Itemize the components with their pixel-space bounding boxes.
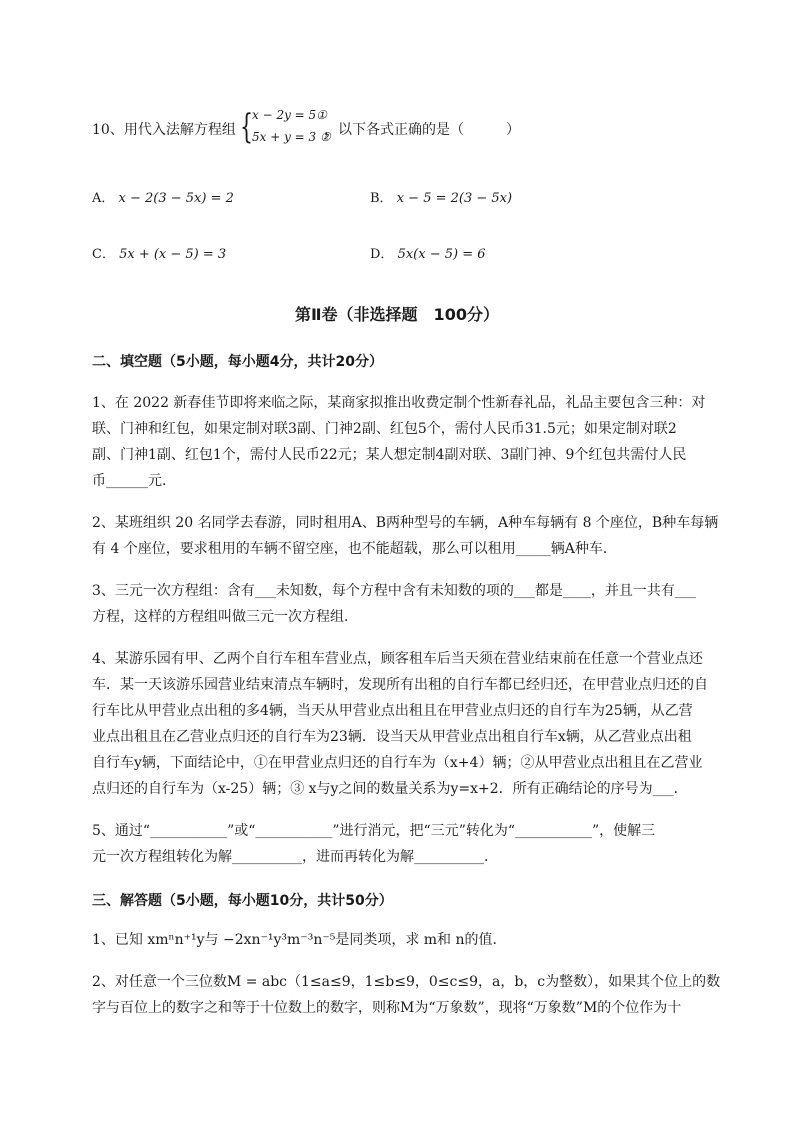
q10-option-c[interactable]: [92, 243, 226, 262]
solve-q2-line: 字与百位上的数字之和等于十位数上的数字，则称M为“万象数”，现将“万象数”M的个位作为十: [92, 1000, 682, 1016]
fill-q3-line: 方程，这样的方程组叫做三元一次方程组．: [92, 609, 358, 625]
q10-stem: 10、用代入法解方程组: [92, 122, 236, 138]
q10-option-a[interactable]: [92, 187, 234, 206]
fill-heading: 二、填空题（5小题，每小题4分，共计20分）: [92, 354, 383, 370]
option-expr: 5x + (x − 5) = 3: [119, 247, 227, 262]
solve-q2: [92, 969, 742, 1021]
q10-option-b[interactable]: [370, 187, 512, 206]
q10-eq2: 5x + y = 3 ②: [252, 130, 331, 144]
fill-q4-line: 自行车y辆，下面结论中，①在甲营业点归还的自行车为（x+4）辆；②从甲营业点出租且在乙营业: [92, 755, 703, 771]
fill-q5: [92, 818, 742, 870]
brace-icon: {: [240, 107, 253, 147]
fill-q1-line: 副、门神1副、红包1个，需付人民币22元；某人想定制4副对联、3副门神、9个红包共需付人民: [92, 447, 687, 463]
option-label: D．: [370, 247, 394, 262]
fill-q4-line: 点归还的自行车为（x-25）辆；③ x与y之间的数量关系为y=x+2．所有正确结论的序号为___．: [92, 781, 688, 797]
fill-q4: [92, 646, 742, 802]
option-label: A．: [92, 191, 115, 206]
fill-q5-line: 元一次方程组转化为解__________，进而再转化为解__________．: [92, 849, 498, 865]
part2-title: 第Ⅱ卷（非选择题 100分）: [295, 305, 499, 324]
q10-option-d[interactable]: [370, 243, 486, 262]
fill-q4-line: 业点出租且在乙营业点归还的自行车为23辆．设当天从甲营业点出租自行车x辆，从乙营业点出租: [92, 729, 692, 745]
q10-tail: ，以下各式正确的是（ ）: [324, 122, 520, 138]
fill-q2-line: 2、某班组织 20 名同学去春游，同时租用A、B两种型号的车辆，A种车每辆有 8 个座位，B种车每辆: [92, 515, 719, 531]
option-label: C．: [92, 247, 115, 262]
fill-q2: [92, 510, 742, 562]
fill-q5-line: 5、通过“___________”或“___________”进行消元，把“三元”转化为“___________”，使解三: [92, 823, 656, 839]
solve-q1-line: 1、已知 xmⁿn⁺¹y与 −2xn⁻¹y³m⁻³n⁻⁵是同类项，求 m和 n的值．: [92, 932, 507, 948]
fill-q3-line: 3、三元一次方程组：含有___未知数，每个方程中含有未知数的项的___都是____，并且一共有___: [92, 583, 696, 599]
option-expr: 5x(x − 5) = 6: [397, 247, 486, 262]
solve-q2-line: 2、对任意一个三位数M = abc（1≤a≤9，1≤b≤9，0≤c≤9，a，b，c为整数），如果其个位上的数: [92, 974, 721, 990]
fill-q4-line: 行车比从甲营业点出租的多4辆，当天从甲营业点出租且在甲营业点归还的自行车为25辆，从乙营: [92, 703, 693, 719]
option-expr: x − 2(3 − 5x) = 2: [118, 191, 234, 206]
solve-heading: 三、解答题（5小题，每小题10分，共计50分）: [92, 893, 393, 909]
fill-q2-line: 有 4 个座位，要求租用的车辆不留空座，也不能超载，那么可以租用_____辆A种车．: [92, 541, 617, 557]
fill-q1: [92, 390, 742, 494]
fill-q1-line: 币______元．: [92, 473, 176, 489]
fill-q1-line: 联、门神和红包，如果定制对联3副、门神2副、红包5个，需付人民币31.5元；如果定制对联2: [92, 421, 677, 437]
q10-eq1: x − 2y = 5①: [252, 108, 327, 122]
option-expr: x − 5 = 2(3 − 5x): [396, 191, 513, 206]
solve-q1: [92, 927, 742, 953]
fill-q4-line: 4、某游乐园有甲、乙两个自行车租车营业点，顾客租车后当天须在营业结束前在任意一个营业点还: [92, 651, 703, 667]
option-label: B．: [370, 191, 393, 206]
fill-q3: [92, 578, 742, 630]
fill-q4-line: 车．某一天该游乐园营业结束清点车辆时，发现所有出租的自行车都已经归还，在甲营业点归还的自: [92, 677, 708, 693]
fill-q1-line: 1、在 2022 新春佳节即将来临之际，某商家拟推出收费定制个性新春礼品，礼品主要包含三种：对: [92, 395, 706, 411]
